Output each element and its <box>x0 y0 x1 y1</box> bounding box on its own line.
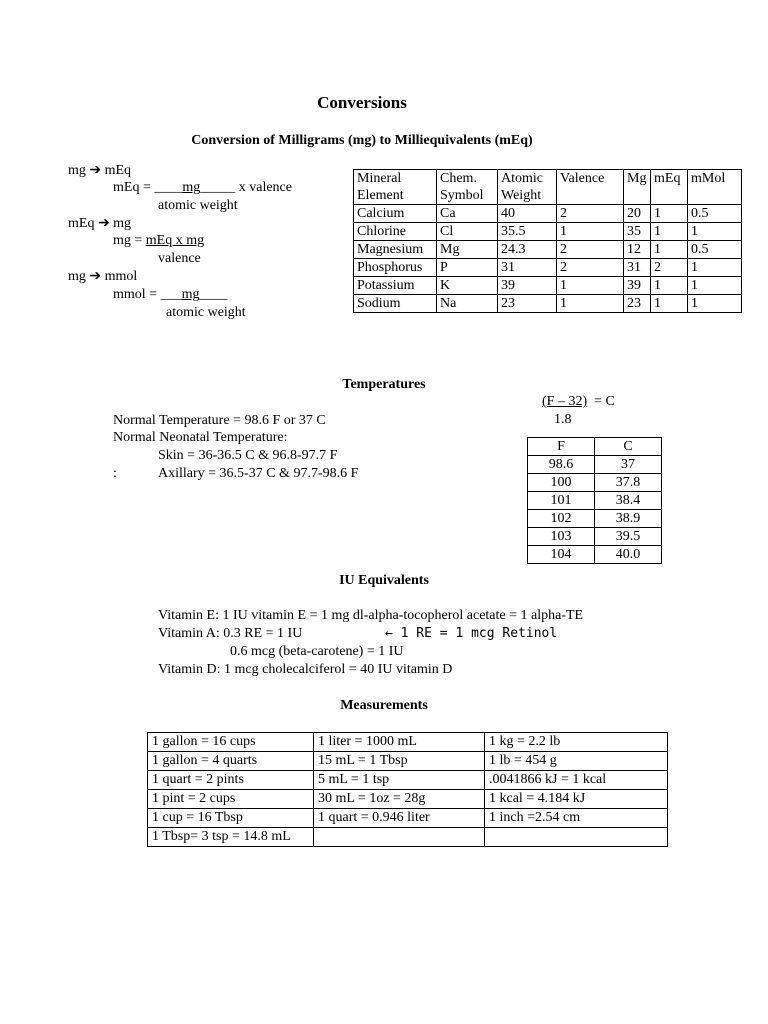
table-row <box>354 259 742 277</box>
mineral-cell: Sodium <box>354 295 437 313</box>
formula-3-denominator: atomic weight <box>166 305 246 320</box>
temperature-line-neonatal: Normal Neonatal Temperature: <box>113 430 288 445</box>
measurement-cell: 1 quart = 2 pints <box>148 771 314 790</box>
measurement-cell: 1 gallon = 16 cups <box>148 733 314 752</box>
formula-3-underline-post: ____ <box>199 287 228 302</box>
mineral-cell: 0.5 <box>688 241 742 259</box>
mineral-cell: 23 <box>624 295 651 313</box>
mineral-cell: 1 <box>557 295 624 313</box>
formula-2-numerator: mEq x mg <box>145 233 205 248</box>
temperature-formula-denominator: 1.8 <box>554 412 572 427</box>
mineral-header-cell: Valence <box>557 170 624 205</box>
mineral-cell: 1 <box>651 205 688 223</box>
measurements-table <box>147 732 668 847</box>
temperature-table <box>527 437 662 564</box>
mineral-cell: Chlorine <box>354 223 437 241</box>
measurement-cell: 1 pint = 2 cups <box>148 790 314 809</box>
measurement-cell <box>314 828 485 847</box>
temperature-line-normal: Normal Temperature = 98.6 F or 37 C <box>113 413 326 428</box>
mineral-cell: 2 <box>557 259 624 277</box>
table-row <box>354 241 742 259</box>
table-row <box>528 528 662 546</box>
temperature-cell: 38.9 <box>595 510 662 528</box>
table-row <box>148 828 668 847</box>
formula-2-equation <box>113 232 204 250</box>
table-row <box>148 733 668 752</box>
mineral-cell: 40 <box>498 205 557 223</box>
mineral-header-cell: Mineral Element <box>354 170 437 205</box>
iu-line-vitamin-e: Vitamin E: 1 IU vitamin E = 1 mg dl-alpha-tocopherol acetate = 1 alpha-TE <box>158 608 584 623</box>
mineral-header-cell: Mg <box>624 170 651 205</box>
mineral-cell: 39 <box>624 277 651 295</box>
mineral-cell: 12 <box>624 241 651 259</box>
temperature-cell: 98.6 <box>528 456 595 474</box>
iu-line-beta-carotene: 0.6 mcg (beta-carotene) = 1 IU <box>230 644 404 659</box>
measurement-cell: 5 mL = 1 tsp <box>314 771 485 790</box>
mineral-cell: 31 <box>624 259 651 277</box>
iu-line-retinol-note: ← 1 RE = 1 mcg Retinol <box>385 626 558 641</box>
temperature-line-skin: Skin = 36-36.5 C & 96.8-97.7 F <box>158 448 338 463</box>
measurement-cell: 30 mL = 1oz = 28g <box>314 790 485 809</box>
iu-line-vitamin-d: Vitamin D: 1 mcg cholecalciferol = 40 IU vitamin D <box>158 662 453 677</box>
mineral-cell: 1 <box>651 295 688 313</box>
mineral-cell: 1 <box>688 295 742 313</box>
table-row <box>528 456 662 474</box>
mineral-cell: 35.5 <box>498 223 557 241</box>
formula-2-label: mEq ➔ mg <box>68 216 132 231</box>
measurement-cell: 1 lb = 454 g <box>485 752 668 771</box>
formula-3-equation <box>113 286 227 304</box>
temperature-cell: 104 <box>528 546 595 564</box>
formula-1-lhs: mEq = <box>113 180 155 195</box>
formula-3-numerator: mg <box>181 287 200 302</box>
formula-1-numerator: mg <box>182 180 201 195</box>
formula-3-lhs: mmol = <box>113 287 161 302</box>
formula-2-lhs: mg = <box>113 233 146 248</box>
temperature-cell: 37 <box>595 456 662 474</box>
table-row <box>148 752 668 771</box>
formula-3-underline-pre: ___ <box>160 287 182 302</box>
table-row <box>354 295 742 313</box>
formula-1-tail: x valence <box>235 180 292 195</box>
temperature-line-axillary: Axillary = 36.5-37 C & 97.7-98.6 F <box>158 466 359 481</box>
formula-1-denominator: atomic weight <box>158 198 238 213</box>
mineral-cell: Ca <box>437 205 498 223</box>
formula-3-label: mg ➔ mmol <box>68 269 138 284</box>
measurement-cell: 1 Tbsp= 3 tsp = 14.8 mL <box>148 828 314 847</box>
measurement-cell: 1 kg = 2.2 lb <box>485 733 668 752</box>
mineral-cell: 31 <box>498 259 557 277</box>
mg-section-heading: Conversion of Milligrams (mg) to Milliequivalents (mEq) <box>191 133 533 148</box>
measurement-cell: .0041866 kJ = 1 kcal <box>485 771 668 790</box>
mineral-cell: 0.5 <box>688 205 742 223</box>
measurement-cell: 1 liter = 1000 mL <box>314 733 485 752</box>
measurement-cell: 1 inch =2.54 cm <box>485 809 668 828</box>
mineral-header-cell: mMol <box>688 170 742 205</box>
temperature-formula <box>542 393 615 411</box>
measurement-cell: 15 mL = 1 Tbsp <box>314 752 485 771</box>
formula-equals: = C <box>594 394 615 409</box>
mineral-cell: 2 <box>557 205 624 223</box>
mineral-cell: 1 <box>557 277 624 295</box>
mineral-cell: 1 <box>688 223 742 241</box>
formula-numerator: (F – 32) <box>542 394 588 409</box>
mineral-cell: 35 <box>624 223 651 241</box>
temperature-cell: 100 <box>528 474 595 492</box>
mineral-cell: K <box>437 277 498 295</box>
temperatures-heading: Temperatures <box>342 377 426 392</box>
temperature-cell: 39.5 <box>595 528 662 546</box>
mineral-cell: 2 <box>651 259 688 277</box>
table-row <box>528 492 662 510</box>
temperature-header-cell: F <box>528 438 595 456</box>
mineral-cell: Mg <box>437 241 498 259</box>
measurement-cell: 1 cup = 16 Tbsp <box>148 809 314 828</box>
table-row <box>148 809 668 828</box>
iu-heading: IU Equivalents <box>339 573 429 588</box>
mineral-cell: 39 <box>498 277 557 295</box>
measurements-heading: Measurements <box>340 698 428 713</box>
mineral-table-header-row <box>354 170 742 205</box>
table-row <box>528 546 662 564</box>
temperature-cell: 102 <box>528 510 595 528</box>
mineral-cell: 1 <box>651 223 688 241</box>
mineral-cell: Magnesium <box>354 241 437 259</box>
mineral-cell: Calcium <box>354 205 437 223</box>
temperature-header-row <box>528 438 662 456</box>
measurement-cell: 1 quart = 0.946 liter <box>314 809 485 828</box>
mineral-cell: Cl <box>437 223 498 241</box>
formula-1-equation <box>113 179 292 197</box>
table-row <box>148 771 668 790</box>
mineral-cell: 20 <box>624 205 651 223</box>
formula-1-label: mg ➔ mEq <box>68 163 132 178</box>
mineral-header-cell: Atomic Weight <box>498 170 557 205</box>
mineral-header-cell: Chem. Symbol <box>437 170 498 205</box>
temperature-cell: 40.0 <box>595 546 662 564</box>
mineral-cell: Na <box>437 295 498 313</box>
temperature-cell: 37.8 <box>595 474 662 492</box>
measurement-cell <box>485 828 668 847</box>
mineral-cell: 1 <box>651 277 688 295</box>
mineral-cell: 2 <box>557 241 624 259</box>
table-row <box>528 474 662 492</box>
page-title: Conversions <box>317 93 407 112</box>
formula-2-denominator: valence <box>158 251 201 266</box>
table-row <box>148 790 668 809</box>
iu-line-vitamin-a: Vitamin A: 0.3 RE = 1 IU <box>158 626 303 641</box>
temperature-header-cell: C <box>595 438 662 456</box>
formula-1-underline-post: _____ <box>200 180 236 195</box>
table-row <box>354 205 742 223</box>
mineral-cell: 1 <box>688 277 742 295</box>
mineral-cell: 24.3 <box>498 241 557 259</box>
mineral-cell: Potassium <box>354 277 437 295</box>
table-row <box>354 223 742 241</box>
mineral-cell: P <box>437 259 498 277</box>
mineral-cell: 1 <box>651 241 688 259</box>
mineral-header-cell: mEq <box>651 170 688 205</box>
measurement-cell: 1 gallon = 4 quarts <box>148 752 314 771</box>
mineral-cell: 1 <box>557 223 624 241</box>
measurement-cell: 1 kcal = 4.184 kJ <box>485 790 668 809</box>
temperature-line-colon: : <box>113 466 117 481</box>
temperature-cell: 103 <box>528 528 595 546</box>
formula-1-underline-pre: ____ <box>154 180 183 195</box>
table-row <box>528 510 662 528</box>
mineral-cell: 1 <box>688 259 742 277</box>
mineral-table <box>353 169 742 313</box>
mineral-cell: 23 <box>498 295 557 313</box>
mineral-cell: Phosphorus <box>354 259 437 277</box>
temperature-cell: 38.4 <box>595 492 662 510</box>
table-row <box>354 277 742 295</box>
temperature-cell: 101 <box>528 492 595 510</box>
